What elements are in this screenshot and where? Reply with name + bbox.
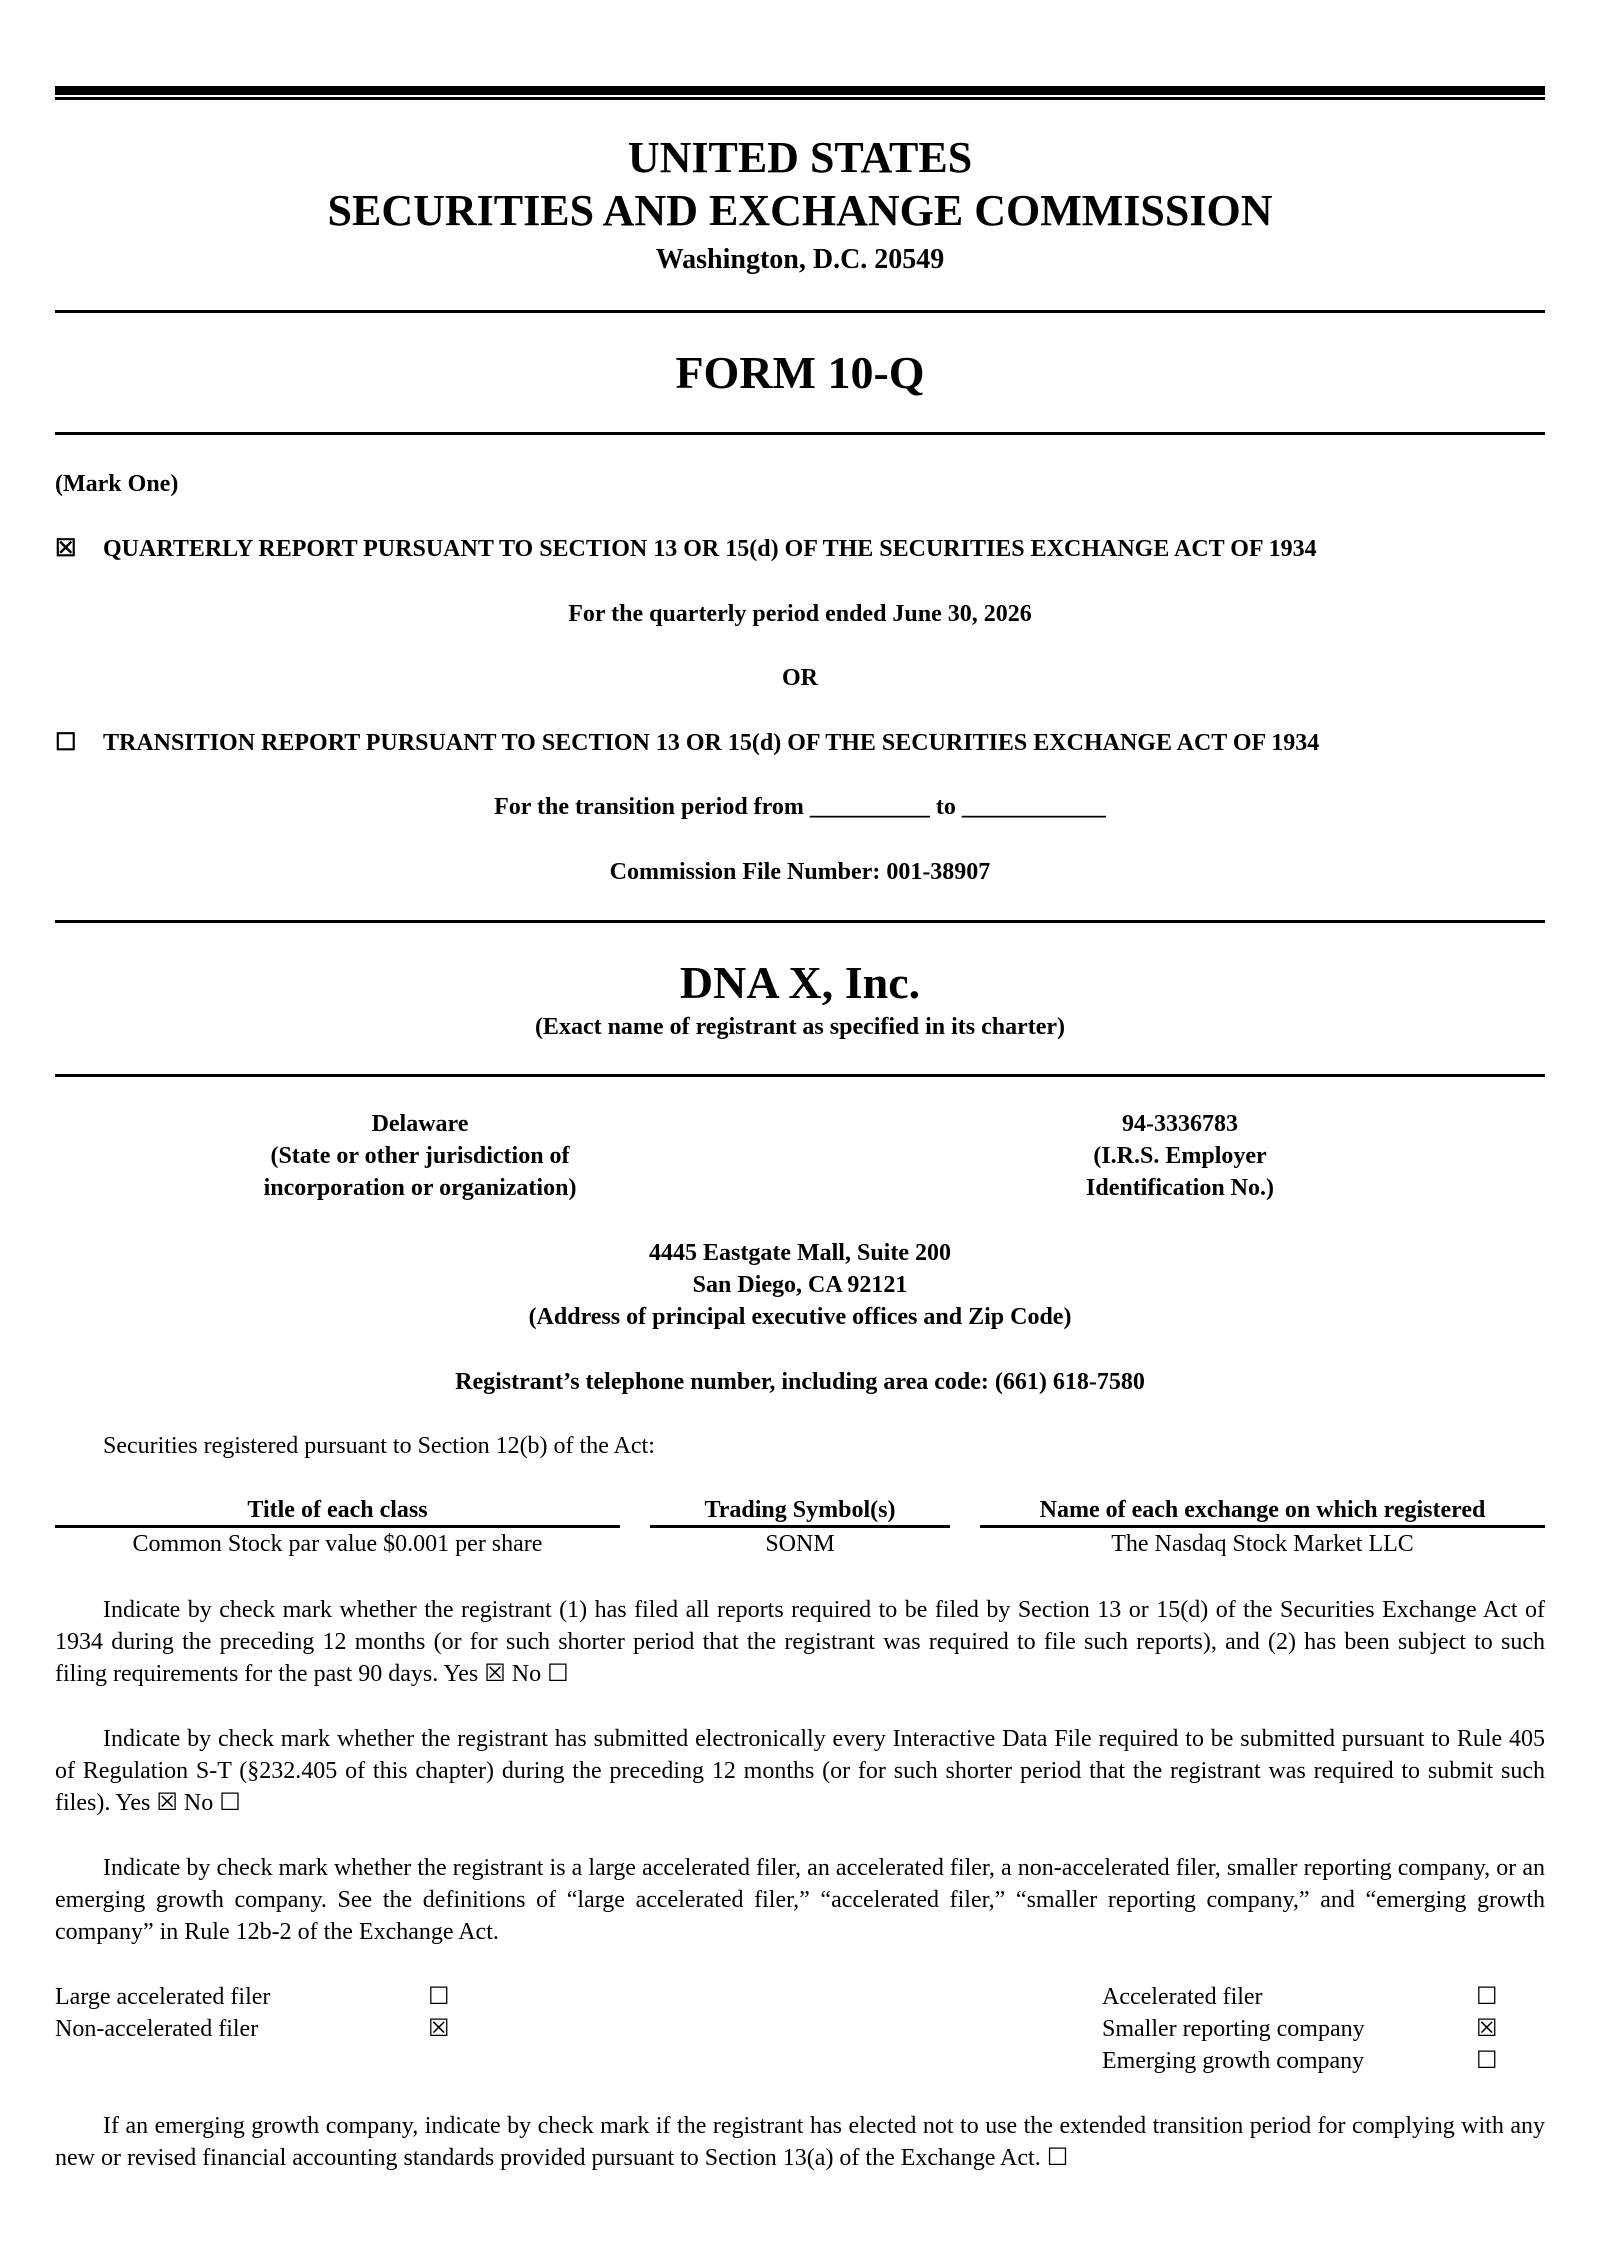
transition-checkbox[interactable]: ☐ — [55, 730, 77, 756]
top-thick-rule — [55, 86, 1545, 95]
table-cell-symbol: SONM — [765, 1531, 835, 1557]
interactive-data-paragraph: Indicate by check mark whether the registrant has submitted electronically every Interactive Data File required to be submitted pursuant to Rule 405 of Regulation S-T (§232.405 of this chapter) during the preceding 12 months (or for such shorter period that the registrant was required to submit such files). Yes ☒ No ☐ — [55, 1726, 1545, 1816]
irs-caption-2: Identification No.) — [1086, 1175, 1274, 1201]
address-line-2: San Diego, CA 92121 — [692, 1272, 908, 1298]
jurisdiction-caption-2: incorporation or organization) — [263, 1175, 577, 1201]
non-accelerated-filer-checkbox[interactable]: ☒ — [428, 2016, 450, 2042]
registrant-name-caption: (Exact name of registrant as specified in its charter) — [534, 1014, 1066, 1040]
divider — [55, 310, 1545, 313]
smaller-reporting-company-label: Smaller reporting company — [1102, 2016, 1365, 2042]
table-header-symbol: Trading Symbol(s) — [650, 1495, 950, 1528]
irs-block — [960, 1108, 1400, 1204]
smaller-reporting-company-checkbox[interactable]: ☒ — [1476, 2016, 1498, 2042]
address-caption: (Address of principal executive offices and Zip Code) — [528, 1304, 1072, 1330]
form-title: FORM 10-Q — [675, 347, 925, 398]
reports-filed-paragraph: Indicate by check mark whether the registrant (1) has filed all reports required to be filed by Section 13 or 15(d) of the Securities Exchange Act of 1934 during the preceding 12 months (or for such shorter period that the registrant was required to file such reports), and (2) has been subject to such filing requirements for the past 90 days. Yes ☒ No ☐ — [55, 1597, 1545, 1687]
non-accelerated-filer-label: Non-accelerated filer — [55, 2016, 259, 2042]
emerging-growth-company-label: Emerging growth company — [1102, 2048, 1365, 2074]
registrant-name: DNA X, Inc. — [679, 957, 921, 1008]
telephone-number: Registrant’s telephone number, including area code: (661) 618-7580 — [455, 1369, 1145, 1395]
jurisdiction-value: Delaware — [371, 1111, 469, 1137]
divider — [55, 432, 1545, 435]
or-separator: OR — [782, 665, 818, 691]
emerging-growth-company-checkbox[interactable]: ☐ — [1476, 2048, 1498, 2074]
quarterly-report-label: QUARTERLY REPORT PURSUANT TO SECTION 13 OR 15(d) OF THE SECURITIES EXCHANGE ACT OF 1934 — [103, 536, 1317, 562]
mark-one-label: (Mark One) — [55, 471, 179, 497]
address-line-1: 4445 Eastgate Mall, Suite 200 — [649, 1240, 951, 1266]
irs-number: 94-3336783 — [1122, 1111, 1238, 1137]
irs-caption-1: (I.R.S. Employer — [1093, 1143, 1267, 1169]
jurisdiction-block — [180, 1108, 660, 1204]
top-thin-rule — [55, 97, 1545, 100]
accelerated-filer-label: Accelerated filer — [1102, 1984, 1263, 2010]
divider — [55, 920, 1545, 923]
emerging-growth-paragraph: If an emerging growth company, indicate by check mark if the registrant has elected not to use the extended transition period for complying with any new or revised financial accounting standards provided pursuant to Section 13(a) of the Exchange Act. ☐ — [55, 2113, 1545, 2171]
filer-status-paragraph: Indicate by check mark whether the registrant is a large accelerated filer, an accelerated filer, a non-accelerated filer, smaller reporting company, or an emerging growth company. See the definitions of “large accelerated filer,” “accelerated filer,” “smaller reporting company,” and “emerging growth company” in Rule 12b-2 of the Exchange Act. — [55, 1855, 1545, 1945]
table-header-exchange: Name of each exchange on which registered — [980, 1495, 1545, 1528]
securities-intro: Securities registered pursuant to Section 12(b) of the Act: — [103, 1433, 655, 1459]
jurisdiction-caption-1: (State or other jurisdiction of — [270, 1143, 570, 1169]
accelerated-filer-checkbox[interactable]: ☐ — [1476, 1984, 1498, 2010]
transition-period: For the transition period from __________ to ____________ — [494, 794, 1106, 820]
transition-report-label: TRANSITION REPORT PURSUANT TO SECTION 13 OR 15(d) OF THE SECURITIES EXCHANGE ACT OF 1934 — [103, 730, 1320, 756]
quarterly-period: For the quarterly period ended June 30, 2026 — [568, 601, 1032, 627]
table-cell-exchange: The Nasdaq Stock Market LLC — [1111, 1531, 1414, 1557]
divider — [55, 1074, 1545, 1077]
quarterly-checkbox[interactable]: ☒ — [55, 536, 77, 562]
commission-file-number: Commission File Number: 001-38907 — [609, 859, 991, 885]
header-address: Washington, D.C. 20549 — [655, 244, 945, 275]
table-cell-class: Common Stock par value $0.001 per share — [132, 1531, 543, 1557]
large-accelerated-filer-checkbox[interactable]: ☐ — [428, 1984, 450, 2010]
table-header-title: Title of each class — [55, 1495, 620, 1528]
header-united-states: UNITED STATES — [627, 133, 973, 182]
large-accelerated-filer-label: Large accelerated filer — [55, 1984, 271, 2010]
header-sec: SECURITIES AND EXCHANGE COMMISSION — [327, 186, 1273, 235]
